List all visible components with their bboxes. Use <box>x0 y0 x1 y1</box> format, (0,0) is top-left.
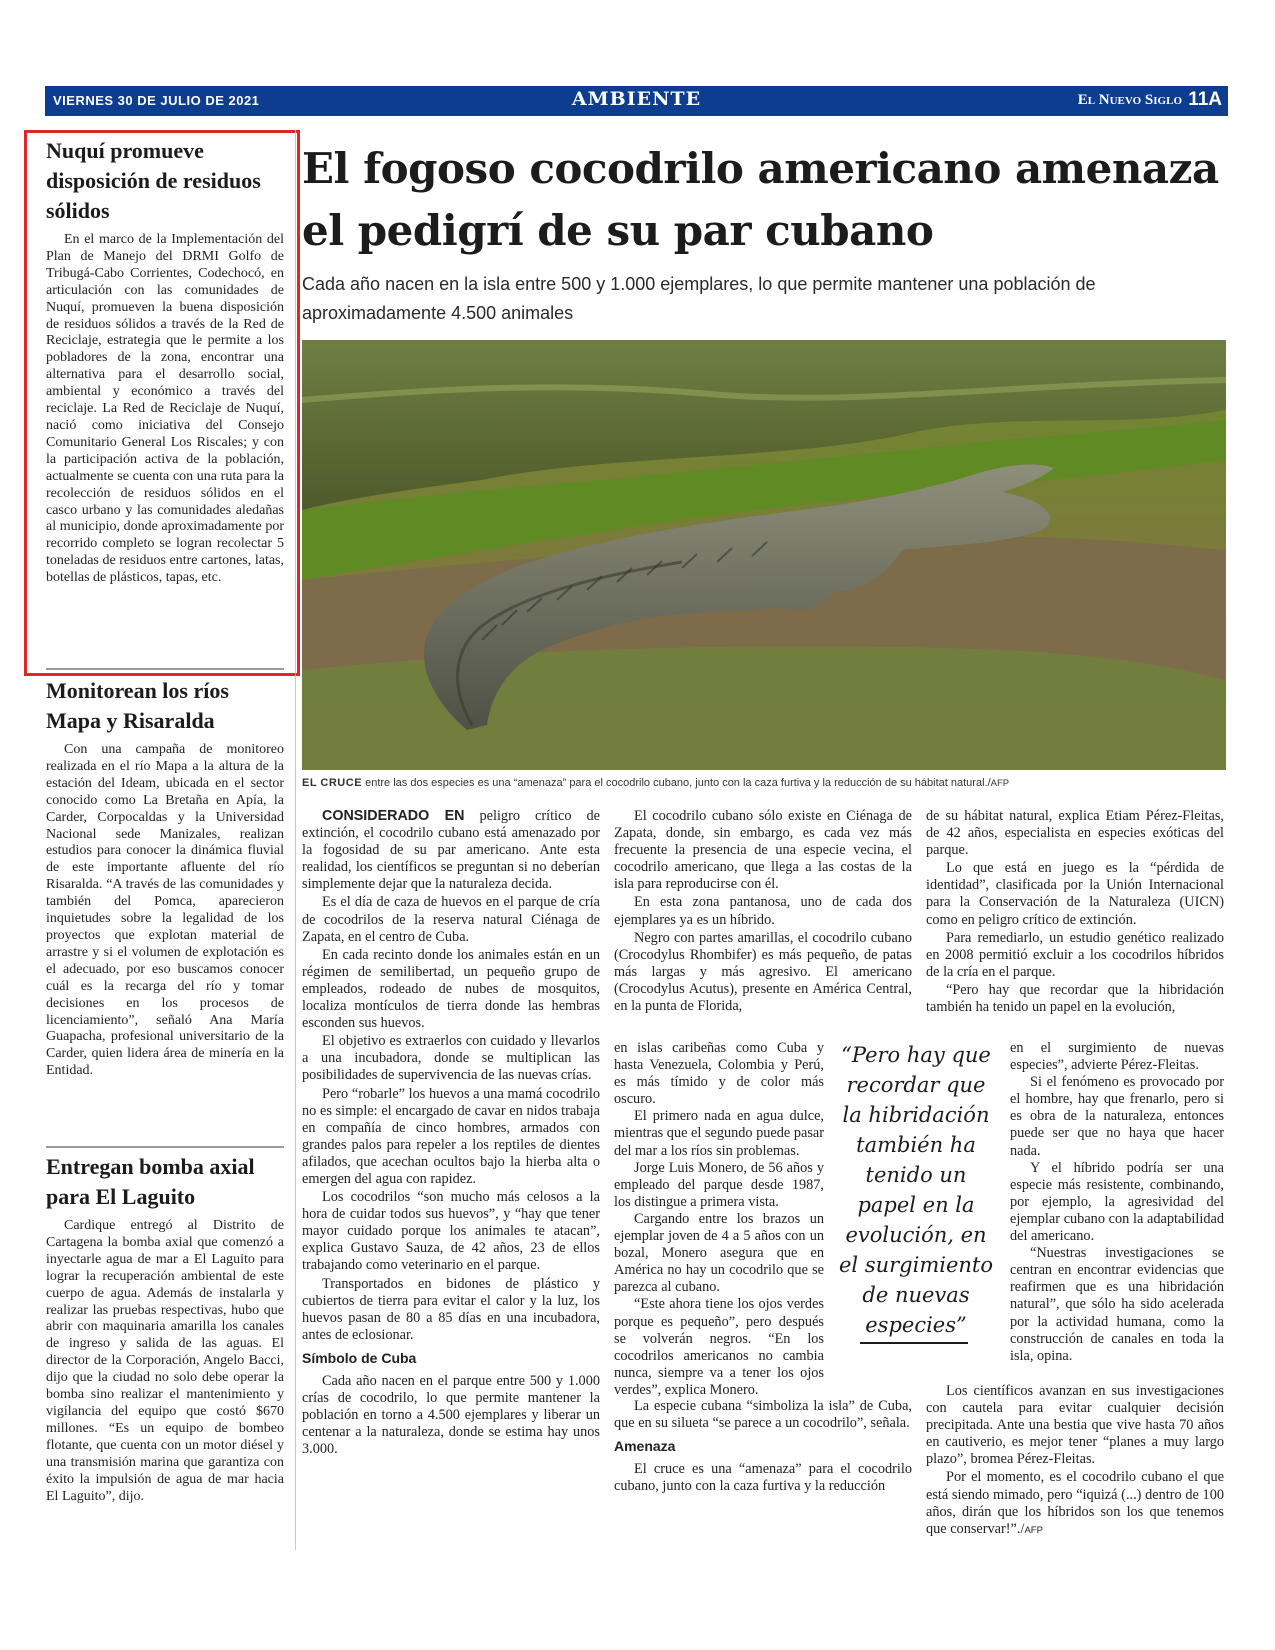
article-column-2-bottom <box>614 1398 912 1496</box>
paragraph: Transportados en bidones de plástico y cubiertos de tierra para evitar el calor y la luz, los huevos pasan de 80 a 85 días en una incubadora, antes de eclosionar. <box>302 1275 600 1343</box>
caption-text: entre las dos especies es una “amenaza” para el cocodrilo cubano, junto con la caza furtiva y la reducción de su hábitat natural./ <box>362 777 991 789</box>
paragraph: Pero “robarle” los huevos a una mamá cocodrilo no es simple: el encargado de cavar en nidos trabaja en compañía de cinco hombres, armados con grandes palos para repeler a los reptiles de dientes afilados, que acechan ocultos bajo la hierba alta o emergen del agua con rapidez. <box>302 1085 600 1187</box>
article-headline: El fogoso cocodrilo americano amenaza el pedigrí de su par cubano <box>302 144 1219 255</box>
paragraph: peligro crítico de extinción, el cocodrilo cubano está amenazado por la fogosidad de su par americano. Ante esta realidad, los científicos se preguntan si no deberían simplemente dejar que la naturaleza decida. <box>302 808 600 893</box>
paragraph: en el surgimiento de nuevas especies”, advierte Pérez-Fleitas. <box>1010 1040 1224 1074</box>
brief-body-laguito: Cardique entregó al Distrito de Cartagena la bomba axial que comenzó a inyectarle agua de mar a El Laguito para lograr la recuperación ambiental de este cuerpo de agua. Además de instalarla y realizar las pruebas respectivas, hubo que abrir con maquinaria amarilla los canales de ingreso y salida de las aguas. El director de la Corporación, Angelo Bacci, dijo que la ciudad no solo debe operar la bomba sino realizar el mantenimiento y vigilancia del equipo que costó $670 millones. “Es un equipo de bombeo flotante, que cuenta con un motor diésel y una transmisión marina que garantiza con éxito la impulsión de agua de mar hacia El Laguito”, dijo. <box>46 1218 284 1504</box>
paragraph-text: Por el momento, es el cocodrilo cubano el que está siendo mimado, pero “iquizá (...) dentro de 100 años, dirán que los híbridos son los que tenemos que conservar!”./ <box>926 1469 1224 1537</box>
article-lead-in: CONSIDERADO EN <box>322 808 465 824</box>
paragraph: En cada recinto donde los animales están en un régimen de semilibertad, un pequeño grupo de empleados, rodeado de nubes de mosquitos, localiza montículos de tierra donde las hembras esconden sus huevos. <box>302 946 600 1032</box>
article-column-3-bottom <box>926 1383 1224 1540</box>
paragraph: Si el fenómeno es provocado por el hombre, hay que frenarlo, pero si es obra de la naturaleza, entonces puede ser que no haya que hacer nada. <box>1010 1074 1224 1159</box>
paragraph: “Nuestras investigaciones se centran en encontrar evidencias que reafirmen que es una hibridación natural”, que sólo ha sido acelerada por la actividad humana, como la construcción de canales en toda la isla, opina. <box>1010 1245 1224 1364</box>
article-column-1 <box>302 808 600 1459</box>
paragraph: Jorge Luis Monero, de 56 años y empleado del parque desde 1987, los distingue a primera vista. <box>614 1159 824 1210</box>
article-column-2 <box>614 808 912 1016</box>
subheading: Amenaza <box>614 1438 676 1455</box>
paragraph: “Pero hay que recordar que la hibridación también ha tenido un papel en la evolución, <box>926 981 1224 1016</box>
paragraph: Los científicos avanzan en sus investigaciones con cautela para evitar cualquier decisión precipitada. Ante una bestia que vive hasta 70 años en cautiverio, es mejor tener “planes a muy largo plazo”, bromea Pérez-Fleitas. <box>926 1383 1224 1468</box>
paragraph: “Este ahora tiene los ojos verdes porque es pequeño”, pero después se volverán negros. “En los cocodrilos americanos no cambia nunca, siempre va a tener los ojos verdes”, explica Monero. <box>614 1296 824 1398</box>
paragraph: Es el día de caza de huevos en el parque de cría de cocodrilos de la reserva natural Ciénaga de Zapata, en el centro de Cuba. <box>302 894 600 945</box>
paragraph: Negro con partes amarillas, el cocodrilo cubano (Crocodylus Rhombifer) es más pequeño, de patas más largas y más agresivo. El americano (Crocodylus Acutus), presente en América Central, en la punta de Florida, <box>614 929 912 1015</box>
paragraph: Los cocodrilos “son mucho más celosos a la hora de cuidar todos sus huevos”, y “hay que tener mayor cuidado porque los animales te atacan”, explica Gustavo Sauza, de 42 años, 23 de ellos trabajando como veterinario en el parque. <box>302 1189 600 1274</box>
article-credit: AFP <box>1024 1524 1043 1536</box>
paragraph: La especie cubana “simboliza la isla” de Cuba, que en su silueta “se parece a un cocodrilo”, señala. <box>614 1398 912 1432</box>
subheading: Símbolo de Cuba <box>302 1349 417 1366</box>
column-separator <box>295 130 296 1550</box>
section-name: AMBIENTE <box>571 88 702 110</box>
brief-title-laguito: Entregan bomba axial para El Laguito <box>46 1154 255 1209</box>
paragraph: Cargando entre los brazos un ejemplar joven de 4 a 5 años con un bozal, Monero asegura que en América no hay un cocodrilo que se parezca al cubano. <box>614 1210 824 1296</box>
article-subhead: Cada año nacen en la isla entre 500 y 1.000 ejemplares, lo que permite mantener una población de aproximadamente 4.500 animales <box>302 274 1096 323</box>
divider <box>46 1146 284 1148</box>
caption-credit: AFP <box>990 778 1010 789</box>
brief-body-nuqui: En el marco de la Implementación del Plan de Manejo del DRMI Golfo de Tribugá-Cabo Corrientes, Codechocó, en articulación con las comunidades de Nuquí, promueven la buena disposición de residuos sólidos a través de la Red de Reciclaje, estrategia que le permite a los pobladores de la zona, encontrar una alternativa para el desarrollo social, ambiental y económico a través del reciclaje. La Red de Reciclaje de Nuquí, nació como iniciativa del Consejo Comunitario General Los Riscales; y con la participación activa de la población, actualmente se cuenta con una ruta para la recolección de residuos sólidos en el casco urbano y las comunidades aledañas al municipio, donde aproximadamente por recorrido completo se logran recolectar 5 toneladas de residuos entre cartones, latas, botellas de plásticos, tapas, etc. <box>46 232 284 586</box>
page-number: 11A <box>1188 89 1222 110</box>
issue-date: VIERNES 30 DE JULIO DE 2021 <box>53 93 260 108</box>
paragraph: Y el híbrido podría ser una especie más resistente, combinando, por ejemplo, la agresividad del ejemplar cubano con la adaptabilidad del americano. <box>1010 1159 1224 1245</box>
divider <box>46 668 284 670</box>
brief-body-rios: Con una campaña de monitoreo realizada en el río Mapa a la altura de la estación del Ideam, ubicada en el sector conocido como La Bretaña en Apía, la Carder, Corpocaldas y la Universidad Nacional sede Manizales, realizan estudios para conocer la dinámica fluvial de este importante afluente del río Risaralda. “A través de las comunidades y también del Pomca, aparecieron inquietudes sobre la legalidad de los proyectos que explotan material de arrastre y si el volumen de explotación es el adecuado, por eso buscamos conocer cuál es la recarga del río y tomar decisiones en los procesos de licenciamiento”, señaló Ana María Guapacha, profesional universitario de la Carder, quien lidera área de minería en la Entidad. <box>46 742 284 1079</box>
paragraph: de su hábitat natural, explica Etiam Pérez-Fleitas, de 42 años, especialista en especies exóticas del parque. <box>926 808 1224 859</box>
brief-title-nuqui: Nuquí promueve disposición de residuos sólidos <box>46 138 261 223</box>
pull-quote-rule <box>860 1342 968 1344</box>
article-column-3-lower <box>1010 1040 1224 1365</box>
crocodile-photo <box>302 340 1226 770</box>
paragraph: Lo que está en juego es la “pérdida de identidad”, clasificada por la Unión Internacional para la Conservación de la Naturaleza (UICN) como en peligro crítico de extinción. <box>926 860 1224 928</box>
caption-lead: EL CRUCE <box>302 777 363 789</box>
paragraph: El cruce es una “amenaza” para el cocodrilo cubano, junto con la caza furtiva y la reducción <box>614 1461 912 1495</box>
paragraph: El cocodrilo cubano sólo existe en Ciénaga de Zapata, donde, sin embargo, es cada vez más frecuente la presencia de una especie vecina, el cocodrilo americano, que llega a las costas de la isla para reproducirse con él. <box>614 808 912 893</box>
brief-title-rios: Monitorean los ríos Mapa y Risaralda <box>46 678 229 733</box>
paragraph <box>926 1469 1224 1538</box>
paragraph: en islas caribeñas como Cuba y hasta Venezuela, Colombia y Perú, es más tímido y de color más oscuro. <box>614 1040 824 1108</box>
pull-quote: “Pero hay que recordar que la hibridación también ha tenido un papel en la evolución, en el surgimiento de nuevas especies” <box>839 1043 993 1337</box>
article-column-3 <box>926 808 1224 1017</box>
paragraph: El primero nada en agua dulce, mientras que el segundo puede pasar del mar a los ríos sin problemas. <box>614 1108 825 1159</box>
newspaper-brand: El Nuevo Siglo <box>1077 92 1182 108</box>
paragraph: Cada año nacen en el parque entre 500 y 1.000 crías de cocodrilo, lo que permite mantener la población en torno a 4.500 ejemplares y liberar un centenar a la naturaleza, donde se estima hay unos 3.000. <box>302 1373 600 1458</box>
paragraph: En esta zona pantanosa, uno de cada dos ejemplares ya es un híbrido. <box>614 894 912 928</box>
article-column-2-lower <box>614 1040 824 1399</box>
paragraph: Para remediarlo, un estudio genético realizado en 2008 permitió excluir a los cocodrilos híbridos de la cría en el parque. <box>926 929 1224 980</box>
paragraph: El objetivo es extraerlos con cuidado y llevarlos a una incubadora, donde se multiplican las posibilidades de supervivencia de las nuevas crías. <box>302 1033 600 1084</box>
photo-caption <box>302 777 1226 789</box>
section-header-bar <box>45 86 1228 116</box>
